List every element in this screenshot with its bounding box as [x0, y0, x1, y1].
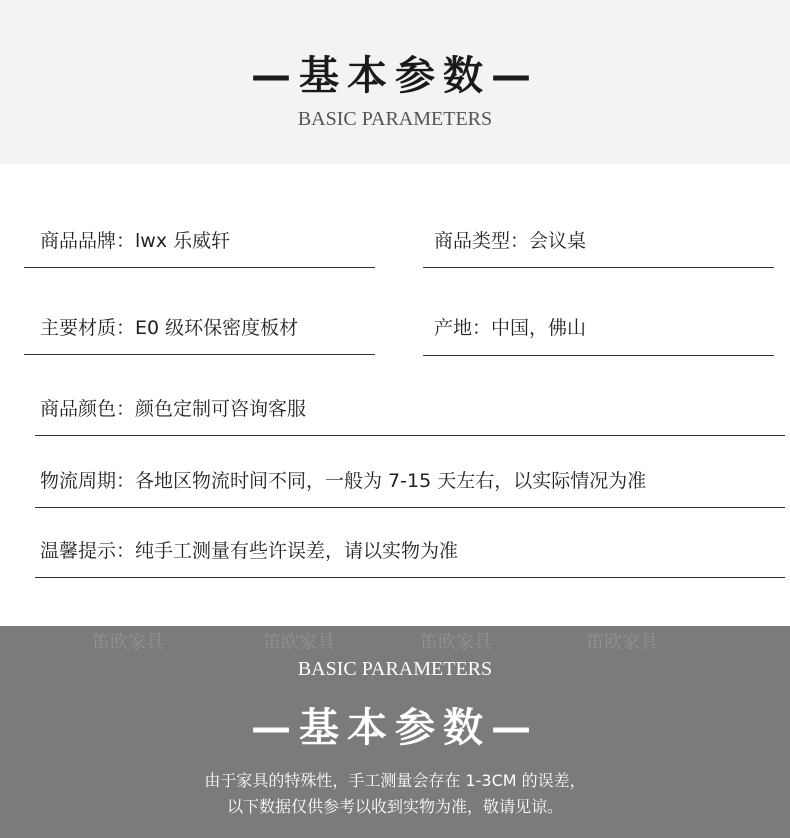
divider [423, 355, 774, 356]
divider [24, 267, 375, 268]
param-logistics: 物流周期：各地区物流时间不同，一般为 7-15 天左右，以实际情况为准 [40, 470, 647, 492]
divider [35, 435, 785, 436]
footer-subtitle: BASIC PARAMETERS [297, 658, 493, 680]
footer-title: —基本参数— [251, 705, 539, 751]
param-brand: 商品品牌：lwx 乐威轩 [40, 230, 231, 252]
page-subtitle: BASIC PARAMETERS [297, 108, 493, 130]
param-color: 商品颜色：颜色定制可咨询客服 [40, 398, 307, 420]
param-material: 主要材质：E0 级环保密度板材 [40, 317, 299, 339]
param-tip: 温馨提示：纯手工测量有些许误差，请以实物为准 [40, 540, 459, 562]
divider [35, 507, 785, 508]
header-section [0, 0, 790, 164]
param-origin: 产地：中国，佛山 [434, 317, 587, 339]
watermark: 笛欧家具 [586, 632, 658, 653]
watermark: 笛欧家具 [92, 632, 164, 653]
watermark: 笛欧家具 [263, 632, 335, 653]
page-title: —基本参数— [251, 53, 539, 99]
divider [24, 354, 375, 355]
param-type: 商品类型：会议桌 [434, 230, 587, 252]
footer-note-line1: 由于家具的特殊性，手工测量会存在 1-3CM 的误差， [204, 771, 586, 790]
watermark: 笛欧家具 [420, 632, 492, 653]
divider [423, 267, 774, 268]
footer-note-line2: 以下数据仅供参考以收到实物为准，敬请见谅。 [226, 797, 563, 816]
footer-section [0, 626, 790, 838]
divider [35, 577, 785, 578]
